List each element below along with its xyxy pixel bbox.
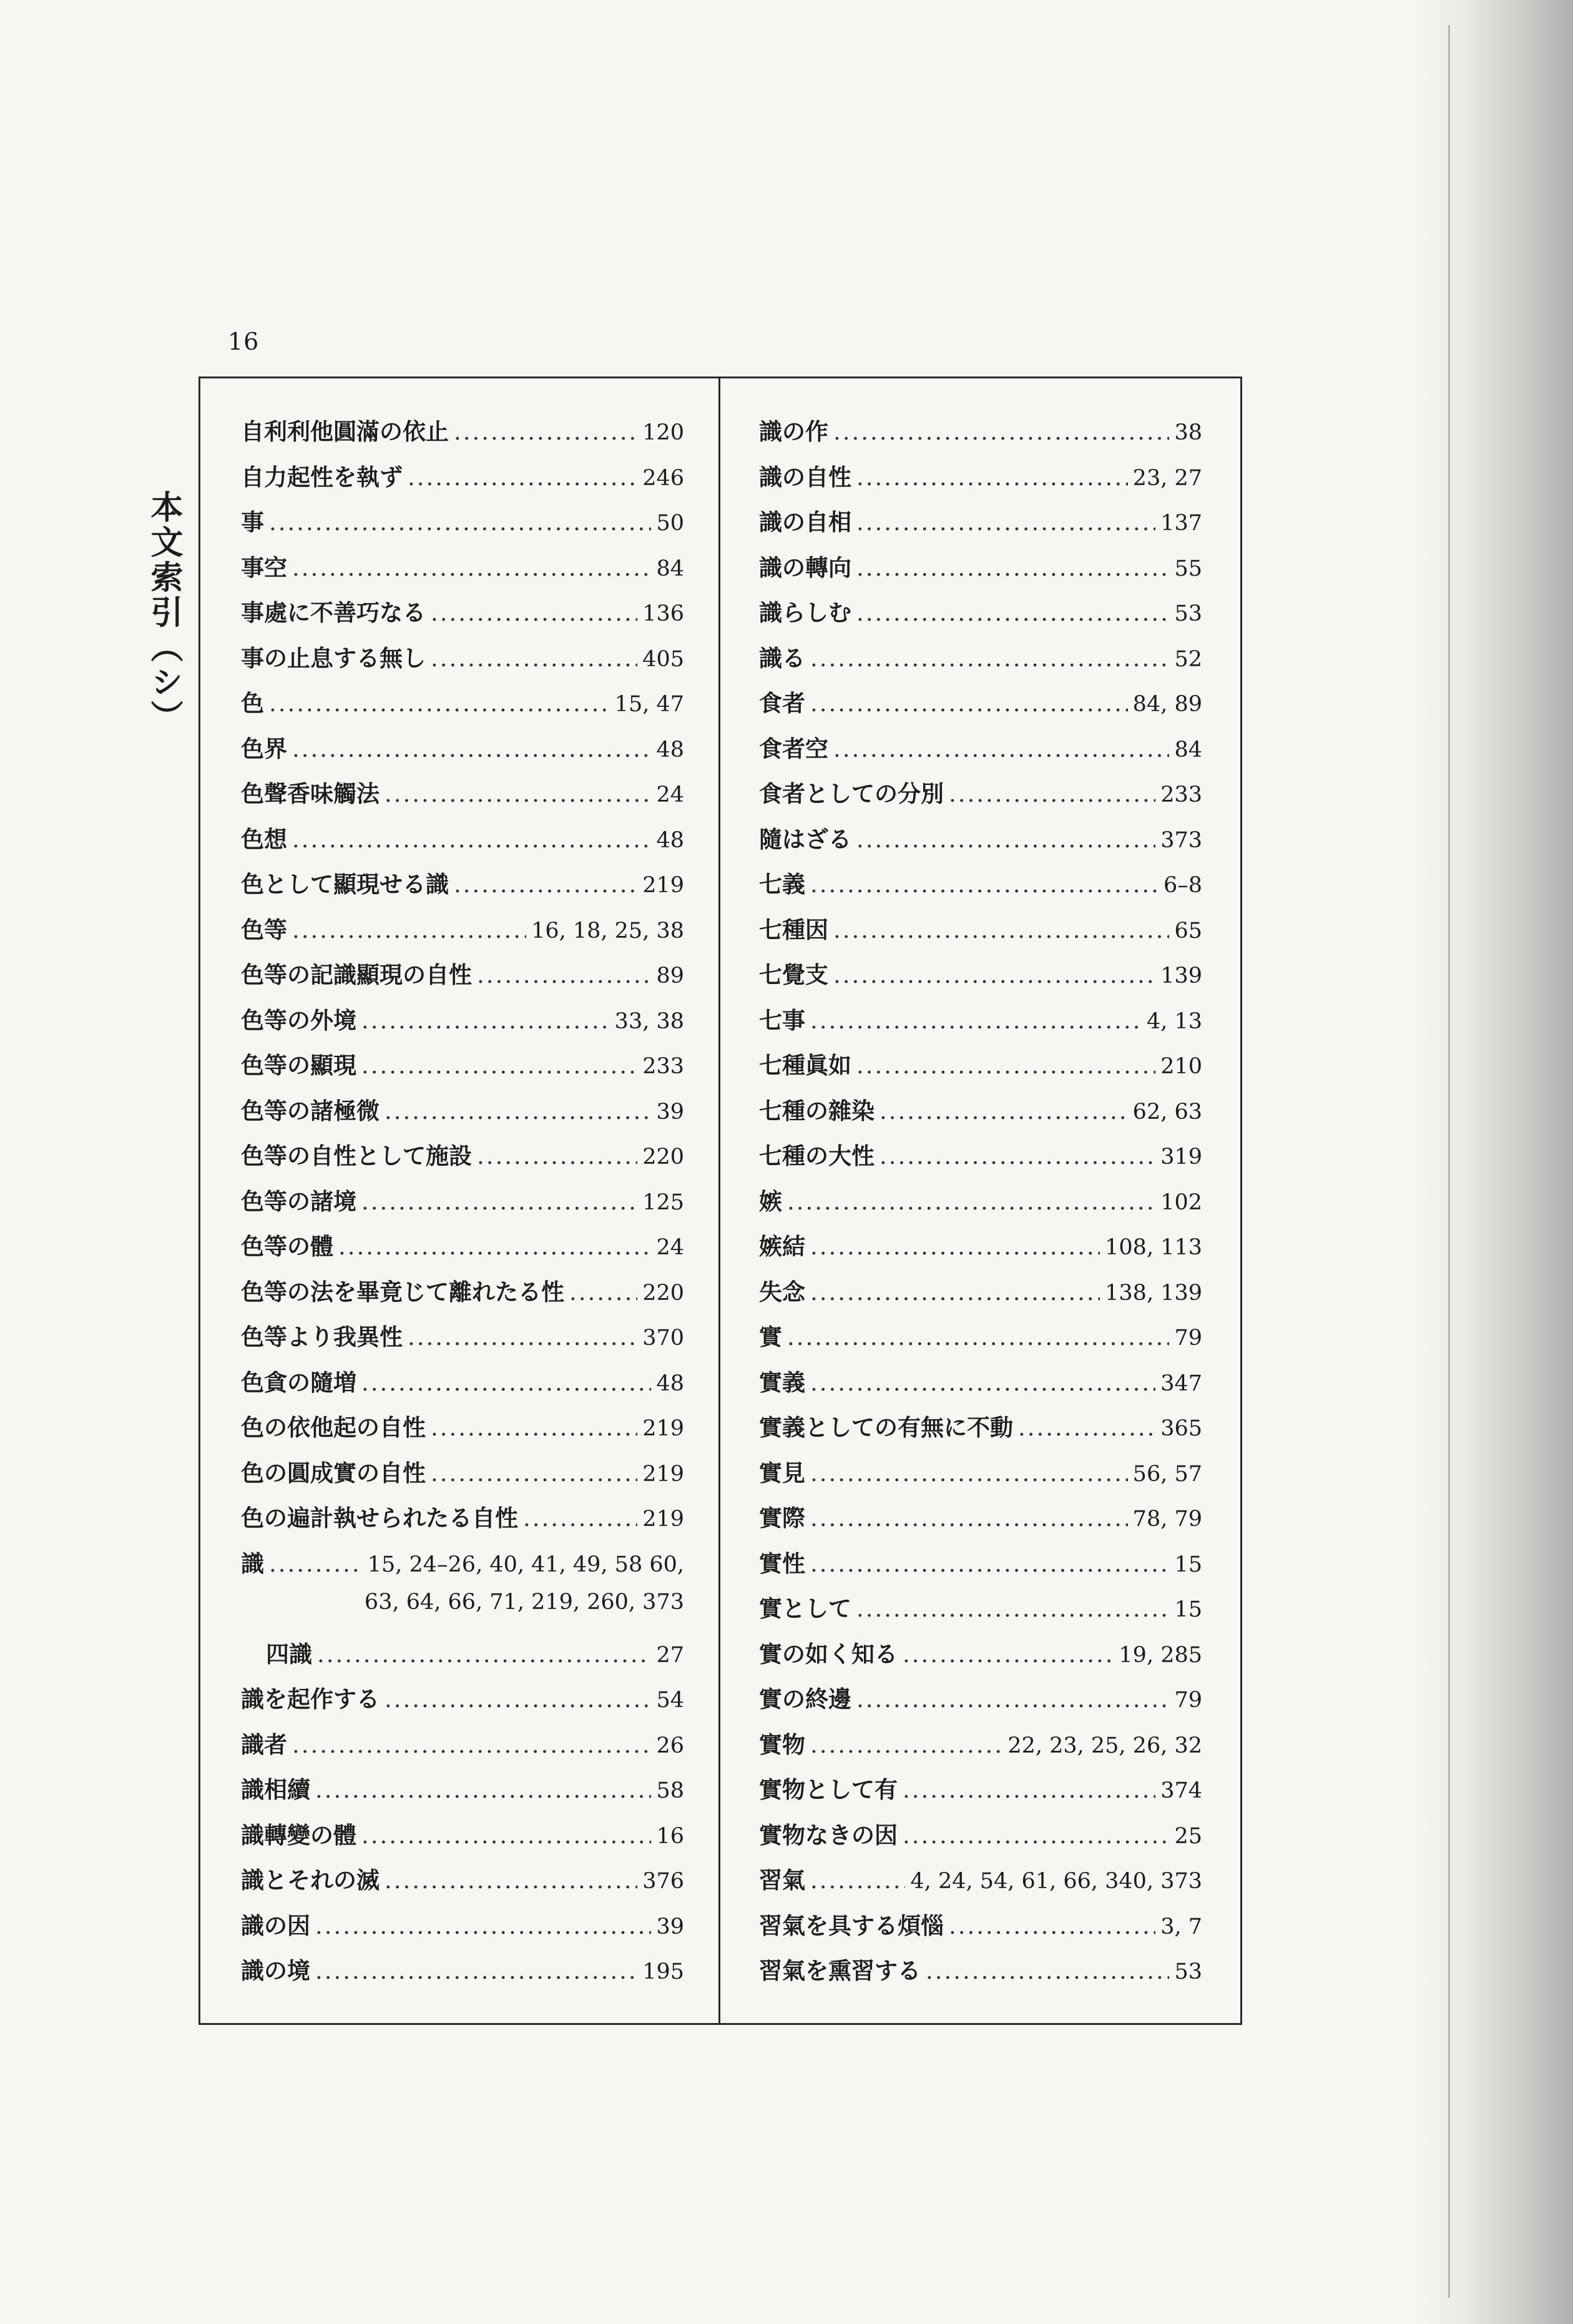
scan-edge-line	[1448, 25, 1450, 2298]
index-column-right	[759, 413, 1202, 1997]
index-term: 識轉變の體	[241, 1821, 356, 1849]
index-term: 隨はざる	[759, 825, 851, 853]
index-term: 實見	[759, 1459, 805, 1487]
dot-leader	[269, 690, 610, 717]
index-entry	[759, 1454, 1202, 1500]
index-page-refs: 4, 13	[1146, 1008, 1202, 1034]
index-entry	[759, 1228, 1202, 1273]
index-term: 色等	[241, 915, 287, 943]
index-page-refs: 19, 285	[1119, 1642, 1202, 1668]
index-entry	[759, 1364, 1202, 1409]
dot-leader	[361, 1822, 651, 1849]
dot-leader	[926, 1957, 1169, 1984]
dot-leader	[523, 1505, 637, 1532]
dot-leader	[903, 1776, 1155, 1803]
dot-leader	[269, 1550, 363, 1577]
dot-leader	[810, 871, 1159, 898]
dot-leader	[431, 1414, 637, 1441]
index-entry	[759, 1499, 1202, 1545]
index-page-refs: 246	[642, 465, 684, 491]
index-page-refs: 233	[1160, 782, 1202, 807]
dot-leader	[949, 1913, 1155, 1939]
dot-leader	[292, 554, 651, 581]
index-term: 識らしむ	[759, 599, 851, 626]
index-term: 識の轉向	[759, 553, 851, 581]
index-term: 色の圓成實の自性	[241, 1459, 426, 1487]
column-divider	[718, 378, 720, 2023]
index-page-refs: 4, 24, 54, 61, 66, 340, 373	[910, 1869, 1202, 1894]
index-entry	[759, 1046, 1202, 1092]
index-table	[198, 377, 1242, 2025]
index-term: 自力起性を執ず	[241, 463, 403, 491]
index-entry	[759, 1318, 1202, 1364]
dot-leader	[810, 1867, 905, 1894]
index-term: 識を起作する	[241, 1685, 380, 1713]
index-page-refs: 108, 113	[1105, 1235, 1202, 1260]
index-term: 色等の體	[241, 1233, 333, 1260]
index-entry	[759, 458, 1202, 504]
index-term: 實物	[759, 1730, 805, 1758]
index-entry	[759, 1907, 1202, 1952]
dot-leader	[856, 509, 1155, 536]
dot-leader	[431, 599, 637, 626]
index-term: 識とそれの滅	[241, 1866, 380, 1894]
index-page-refs: 220	[642, 1280, 684, 1306]
dot-leader	[431, 645, 637, 672]
index-page-refs: 219	[642, 873, 684, 898]
index-term: 七種因	[759, 915, 828, 943]
index-entry	[241, 1454, 684, 1500]
index-term: 識の因	[241, 1911, 310, 1939]
dot-leader	[454, 871, 637, 898]
index-page-refs: 48	[656, 737, 684, 762]
index-page-refs: 102	[1160, 1189, 1202, 1215]
dot-leader	[385, 1867, 637, 1894]
dot-leader	[810, 1460, 1128, 1487]
dot-leader	[408, 464, 637, 491]
page-number: 16	[228, 328, 260, 355]
dot-leader	[856, 554, 1169, 581]
index-term: 食者	[759, 689, 805, 717]
index-page-refs: 15	[1174, 1552, 1202, 1577]
index-term: 失念	[759, 1278, 805, 1306]
dot-leader	[317, 1641, 651, 1668]
index-term: 實物として有	[759, 1776, 898, 1803]
index-term: 實	[759, 1323, 782, 1351]
dot-leader	[292, 917, 526, 943]
dot-leader	[477, 962, 651, 988]
index-entry	[759, 956, 1202, 1002]
index-page-refs: 22, 23, 25, 26, 32	[1007, 1733, 1202, 1758]
index-entry	[241, 1364, 684, 1409]
index-page-refs: 38	[1174, 420, 1202, 445]
index-entry	[759, 684, 1202, 730]
index-term: 事の止息する無し	[241, 644, 426, 672]
index-term: 習氣	[759, 1866, 805, 1894]
dot-leader	[408, 1324, 637, 1351]
index-term: 自利利他圓滿の依止	[241, 418, 449, 445]
index-page-refs: 125	[642, 1189, 684, 1215]
dot-leader	[315, 1957, 637, 1984]
index-page-refs: 26	[656, 1733, 684, 1758]
index-term: 識相續	[241, 1776, 310, 1803]
dot-leader	[315, 1913, 651, 1939]
index-page-refs: 50	[656, 511, 684, 536]
index-entry	[241, 1273, 684, 1319]
index-page-refs: 16	[656, 1823, 684, 1849]
index-entry	[759, 775, 1202, 820]
dot-leader	[810, 1233, 1100, 1260]
dot-leader	[292, 826, 651, 853]
index-page-refs: 195	[642, 1959, 684, 1984]
index-entry	[759, 865, 1202, 911]
index-entry	[759, 1183, 1202, 1228]
index-entry	[241, 1318, 684, 1364]
index-entry	[241, 1861, 684, 1907]
index-term: 事空	[241, 553, 287, 581]
index-page-refs: 79	[1174, 1688, 1202, 1713]
index-term: 色の遍計執せられたる自性	[241, 1504, 518, 1532]
index-term: 實の終邊	[759, 1685, 851, 1713]
index-entry	[759, 1137, 1202, 1183]
index-entry	[241, 865, 684, 911]
dot-leader	[810, 1505, 1128, 1532]
index-entry	[241, 1002, 684, 1047]
index-page-refs: 376	[642, 1869, 684, 1894]
index-entry	[241, 1816, 684, 1862]
index-term: 色想	[241, 825, 287, 853]
dot-leader	[833, 736, 1169, 762]
index-term: 七事	[759, 1006, 805, 1034]
index-term: 色界	[241, 734, 287, 762]
index-entry	[759, 1002, 1202, 1047]
index-entry	[759, 1680, 1202, 1726]
index-entry	[241, 413, 684, 458]
index-page-refs: 54	[656, 1688, 684, 1713]
dot-leader	[385, 780, 651, 807]
index-entry	[759, 549, 1202, 594]
index-page-refs: 3, 7	[1160, 1914, 1202, 1939]
dot-leader	[1018, 1414, 1155, 1441]
index-column-left	[241, 413, 684, 1997]
index-entry	[759, 1635, 1202, 1681]
index-page-refs: 15	[1174, 1597, 1202, 1622]
index-page-refs: 319	[1160, 1145, 1202, 1169]
index-entry	[759, 1816, 1202, 1862]
index-term: 色等の自性として施設	[241, 1142, 472, 1169]
dot-leader	[787, 1188, 1155, 1215]
index-term: 實性	[759, 1549, 805, 1577]
index-term: 實の如く知る	[759, 1640, 898, 1668]
index-entry	[759, 639, 1202, 685]
dot-leader	[810, 1369, 1155, 1396]
index-term: 色等より我異性	[241, 1323, 403, 1351]
index-entry	[759, 1726, 1202, 1771]
index-term: 色聲香味觸法	[241, 780, 380, 807]
dot-leader	[880, 1143, 1155, 1169]
index-entry	[759, 820, 1202, 866]
index-term: 色等の諸極微	[241, 1096, 380, 1125]
index-page-refs: 219	[642, 1461, 684, 1487]
index-term: 色	[241, 689, 264, 717]
dot-leader	[856, 1595, 1169, 1622]
index-page-refs: 48	[656, 1371, 684, 1396]
index-entry	[241, 1726, 684, 1771]
index-term: 色等の法を畢竟じて離れたる性	[241, 1278, 564, 1306]
index-entry	[241, 594, 684, 639]
dot-leader	[810, 645, 1169, 672]
index-term: 習氣を熏習する	[759, 1957, 921, 1984]
index-page-refs: 15, 47	[614, 692, 684, 717]
index-page-refs: 58	[656, 1778, 684, 1803]
index-term: 識の境	[241, 1957, 310, 1984]
index-term: 實義としての有無に不動	[759, 1414, 1013, 1441]
index-page-refs: 52	[1174, 646, 1202, 672]
index-term: 四識	[266, 1640, 312, 1668]
index-entry	[759, 1409, 1202, 1454]
index-entry	[241, 1771, 684, 1816]
index-page-refs: 62, 63	[1132, 1099, 1202, 1125]
index-entry	[759, 730, 1202, 775]
index-term: 色等の外境	[241, 1006, 356, 1034]
index-entry	[759, 1092, 1202, 1138]
index-term: 實義	[759, 1368, 805, 1396]
dot-leader	[856, 826, 1155, 853]
dot-leader	[361, 1369, 651, 1396]
index-page-refs: 78, 79	[1132, 1507, 1202, 1532]
index-page-refs: 84, 89	[1132, 692, 1202, 717]
index-entry	[241, 639, 684, 685]
index-entry	[759, 594, 1202, 639]
scan-edge-shadow	[1417, 0, 1573, 2324]
index-term: 色の依他起の自性	[241, 1414, 426, 1441]
index-page-refs: 24	[656, 782, 684, 807]
index-term: 色として顯現せる識	[241, 870, 449, 898]
index-entry	[241, 1499, 684, 1545]
index-entry	[241, 1907, 684, 1952]
index-page-refs: 79	[1174, 1326, 1202, 1351]
index-term: 識者	[241, 1730, 287, 1758]
index-entry	[759, 1952, 1202, 1997]
index-page-refs: 210	[1160, 1054, 1202, 1079]
dot-leader	[810, 1550, 1169, 1577]
index-entry	[241, 1046, 684, 1092]
dot-leader	[454, 418, 637, 445]
index-term: 實物なきの因	[759, 1821, 898, 1849]
index-term: 食者としての分別	[759, 780, 944, 807]
index-term: 識る	[759, 644, 805, 672]
index-page-refs: 138, 139	[1105, 1280, 1202, 1306]
index-entry	[241, 1635, 684, 1681]
index-entry	[241, 1680, 684, 1726]
dot-leader	[361, 1052, 637, 1079]
index-page-refs: 27	[656, 1642, 684, 1668]
index-entry	[241, 684, 684, 730]
index-page-refs: 136	[642, 601, 684, 626]
dot-leader	[292, 1731, 651, 1758]
dot-leader	[361, 1188, 637, 1215]
index-entry	[759, 1771, 1202, 1816]
index-page-refs: 84	[656, 556, 684, 581]
index-entry	[241, 1952, 684, 1997]
index-page-refs: 139	[1160, 963, 1202, 988]
index-entry	[759, 1861, 1202, 1907]
index-entry	[759, 1590, 1202, 1635]
dot-leader	[810, 690, 1128, 717]
dot-leader	[856, 1052, 1155, 1079]
index-page-refs: 405	[642, 646, 684, 672]
index-entry	[241, 1137, 684, 1183]
index-entry	[241, 730, 684, 775]
dot-leader	[833, 418, 1169, 445]
dot-leader	[903, 1641, 1114, 1668]
index-term: 色貪の隨増	[241, 1368, 356, 1396]
index-page-refs: 65	[1174, 918, 1202, 943]
index-term: 七義	[759, 870, 805, 898]
index-entry	[241, 1409, 684, 1454]
dot-leader	[833, 962, 1155, 988]
index-entry	[241, 911, 684, 957]
index-page-refs: 365	[1160, 1416, 1202, 1441]
index-page-refs: 15, 24–26, 40, 41, 49, 58 60,	[367, 1552, 684, 1577]
index-page-refs: 55	[1174, 556, 1202, 581]
dot-leader	[569, 1279, 637, 1306]
dot-leader	[385, 1098, 651, 1125]
index-page-refs: 53	[1174, 1959, 1202, 1984]
index-term: 七種眞如	[759, 1051, 851, 1079]
dot-leader	[315, 1776, 651, 1803]
dot-leader	[292, 736, 651, 762]
index-entry	[241, 1183, 684, 1228]
dot-leader	[385, 1686, 651, 1713]
index-entry	[241, 1228, 684, 1273]
index-entry	[241, 549, 684, 594]
index-term: 七覺支	[759, 961, 828, 988]
index-page-refs: 370	[642, 1326, 684, 1351]
index-entry	[759, 503, 1202, 549]
index-page-refs: 63, 64, 66, 71, 219, 260, 373	[364, 1590, 684, 1615]
index-term: 嫉結	[759, 1233, 805, 1260]
dot-leader	[856, 1686, 1169, 1713]
index-page-refs: 84	[1174, 737, 1202, 762]
dot-leader	[361, 1007, 610, 1034]
index-term: 識の自相	[759, 508, 851, 536]
index-entry	[759, 1545, 1202, 1590]
index-page-refs: 24	[656, 1235, 684, 1260]
index-page-refs: 39	[656, 1914, 684, 1939]
dot-leader	[949, 780, 1155, 807]
index-page-refs: 53	[1174, 601, 1202, 626]
dot-leader	[833, 917, 1169, 943]
index-page-refs: 39	[656, 1099, 684, 1125]
dot-leader	[856, 599, 1169, 626]
index-page-refs: 233	[642, 1054, 684, 1079]
dot-leader	[903, 1822, 1169, 1849]
index-entry	[241, 1092, 684, 1138]
index-page-refs: 56, 57	[1132, 1461, 1202, 1487]
index-page-refs: 120	[642, 420, 684, 445]
index-entry	[241, 820, 684, 866]
dot-leader	[338, 1233, 651, 1260]
index-term: 嫉	[759, 1187, 782, 1215]
index-term: 實として	[759, 1595, 851, 1622]
index-page-refs: 373	[1160, 827, 1202, 853]
dot-leader	[810, 1731, 1002, 1758]
index-page-refs: 347	[1160, 1371, 1202, 1396]
index-page-refs: 219	[642, 1507, 684, 1532]
index-entry	[759, 413, 1202, 458]
index-term: 七種の大性	[759, 1142, 875, 1169]
index-term: 識の作	[759, 418, 828, 445]
index-page-refs: 48	[656, 827, 684, 853]
index-page-refs: 220	[642, 1145, 684, 1169]
index-entry	[759, 911, 1202, 957]
index-term: 事處に不善巧なる	[241, 599, 426, 626]
index-page-refs: 33, 38	[614, 1008, 684, 1034]
index-entry	[241, 1590, 684, 1635]
index-page-refs: 219	[642, 1416, 684, 1441]
index-term: 習氣を具する煩惱	[759, 1911, 944, 1939]
index-term: 識の自性	[759, 463, 851, 491]
index-entry	[241, 458, 684, 504]
dot-leader	[269, 509, 651, 536]
index-term: 色等の記識顯現の自性	[241, 961, 472, 988]
index-entry	[241, 956, 684, 1002]
index-term: 實際	[759, 1504, 805, 1532]
dot-leader	[787, 1324, 1169, 1351]
index-entry	[241, 775, 684, 820]
dot-leader	[477, 1143, 637, 1169]
index-page-refs: 137	[1160, 511, 1202, 536]
dot-leader	[810, 1007, 1142, 1034]
index-page-refs: 25	[1174, 1823, 1202, 1849]
index-term: 色等の諸境	[241, 1187, 356, 1215]
index-term: 七種の雜染	[759, 1096, 875, 1125]
dot-leader	[880, 1098, 1128, 1125]
index-page-refs: 374	[1160, 1778, 1202, 1803]
index-page-refs: 6–8	[1163, 873, 1202, 898]
dot-leader	[856, 464, 1128, 491]
index-term: 識	[241, 1549, 264, 1577]
index-entry	[241, 503, 684, 549]
index-term: 食者空	[759, 734, 828, 762]
index-term: 事	[241, 508, 264, 536]
index-entry	[759, 1273, 1202, 1319]
index-page-refs: 23, 27	[1132, 465, 1202, 491]
running-title: 本文索引（シ）	[145, 490, 183, 735]
index-page-refs: 89	[656, 963, 684, 988]
index-term: 色等の顯現	[241, 1051, 356, 1079]
dot-leader	[431, 1460, 637, 1487]
dot-leader	[810, 1279, 1100, 1306]
index-entry	[241, 1545, 684, 1590]
index-page-refs: 16, 18, 25, 38	[531, 918, 684, 943]
